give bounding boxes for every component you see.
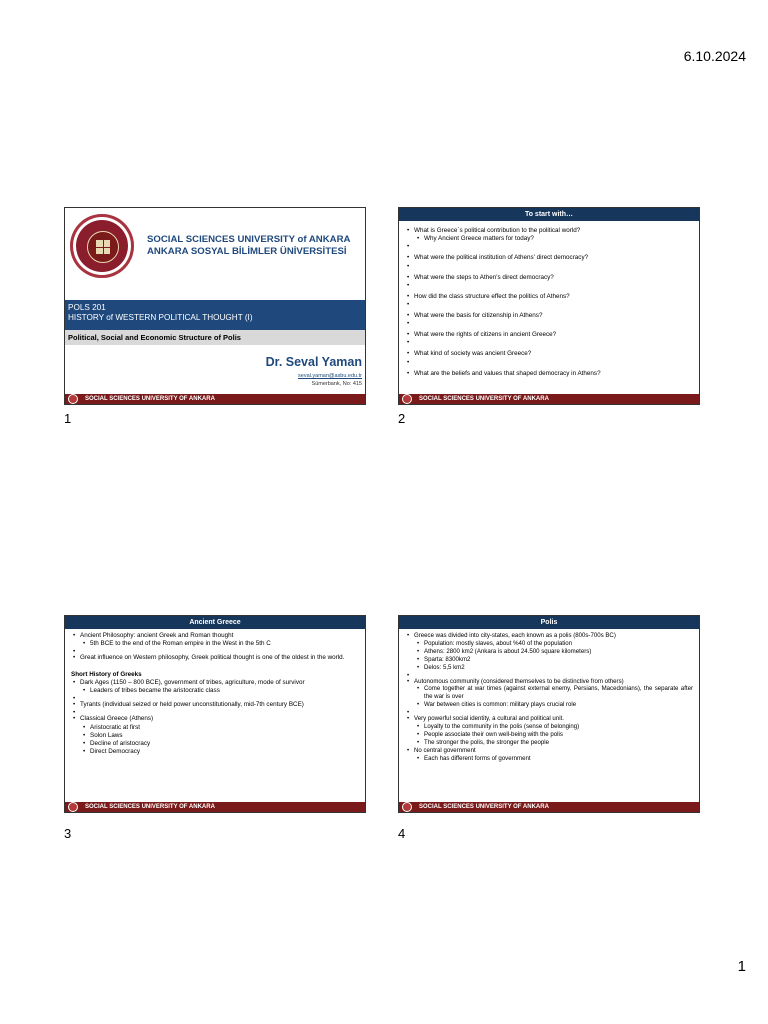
list-item: • What kind of society was ancient Greece? [414, 350, 693, 358]
list-item: • War between cities is common: military plays crucial role [424, 701, 693, 709]
list-item: • Tyrants (individual seized or held power unconstitutionally, mid-7th century BCE) [80, 701, 359, 709]
lecture-subtitle: Political, Social and Economic Structure of Polis [65, 330, 365, 345]
footer-text: SOCIAL SCIENCES UNIVERSITY OF ANKARA [419, 396, 549, 402]
slide-number: 2 [398, 411, 406, 426]
list-item: • What are the beliefs and values that shaped democracy in Athens? [414, 370, 693, 378]
course-code: POLS 201 [68, 303, 106, 312]
slide-header [65, 208, 365, 300]
list-item: • Sparta: 8300km2 [424, 656, 693, 664]
list-item: • 5th BCE to the end of the Roman empire in the West in the 5th C [90, 640, 359, 648]
slide-title: Ancient Greece [65, 616, 365, 629]
list-item: • Autonomous community (considered themselves to be distinctive from others) • Come together at war times (against external enemy, Persians, Macedonians), the separate after the war is over • War between cities is common: military plays crucial role [414, 678, 693, 710]
university-name-tr: ANKARA SOSYAL BİLİMLER ÜNİVERSİTESİ [147, 246, 347, 257]
list-item: • Aristocratic at first [90, 724, 359, 732]
list-item: • Solon Laws [90, 732, 359, 740]
instructor-office: Sümerbank, No: 415 [311, 381, 362, 387]
list-item: • Delos: 5,5 km2 [424, 664, 693, 672]
slide-number: 3 [64, 826, 72, 841]
instructor-email-link[interactable]: seval.yaman@asbu.edu.tr [298, 373, 362, 379]
slide-title: To start with… [399, 208, 699, 221]
slide-2 [398, 207, 700, 405]
list-item: • Very powerful social identity, a cultural and political unit. • Loyalty to the community in the polis (sense of belonging) • People associate their own well-being with the polis • The stronger the polis, the stronger the people [414, 715, 693, 747]
slide-4 [398, 615, 700, 813]
instructor-name: Dr. Seval Yaman [265, 355, 362, 369]
footer-text: SOCIAL SCIENCES UNIVERSITY OF ANKARA [85, 804, 215, 810]
slide-number: 1 [64, 411, 72, 426]
list-item: • Athens: 2800 km2 (Ankara is about 24.500 square kilometers) [424, 648, 693, 656]
list-item: • Come together at war times (against external enemy, Persians, Macedonians), the separate after the war is over [424, 685, 693, 701]
list-item: • Great influence on Western philosophy, Greek political thought is one of the oldest in the world. [80, 654, 359, 662]
page-date: 6.10.2024 [683, 48, 746, 64]
footer-text: SOCIAL SCIENCES UNIVERSITY OF ANKARA [419, 804, 549, 810]
list-item: • What were the rights of citizens in ancient Greece? [414, 331, 693, 339]
slide-footer [65, 802, 365, 812]
section-heading: Short History of Greeks [71, 670, 142, 678]
list-item: • No central government • Each has different forms of government [414, 747, 693, 763]
university-logo-icon [68, 394, 78, 404]
university-logo-icon [402, 802, 412, 812]
list-item: • What were the steps to Athen's direct democracy? [414, 274, 693, 282]
list-item: • Loyalty to the community in the polis (sense of belonging) [424, 723, 693, 731]
page-number: 1 [737, 958, 746, 975]
list-item: • Classical Greece (Athens) • Aristocratic at first • Solon Laws • Decline of aristocracy • Direct Democracy [80, 715, 359, 756]
slide-footer [399, 802, 699, 812]
university-logo-icon [402, 394, 412, 404]
slide-3 [64, 615, 366, 813]
list-item: • Decline of aristocracy [90, 740, 359, 748]
footer-text: SOCIAL SCIENCES UNIVERSITY OF ANKARA [85, 396, 215, 402]
slide-1 [64, 207, 366, 405]
list-item: • What were the basis for citizenship in Athens? [414, 312, 693, 320]
list-item: • Population: mostly slaves, about %40 of the population [424, 640, 693, 648]
list-item: • Dark Ages (1150 – 800 BCE), government of tribes, agriculture, mode of survivor • Leaders of tribes became the aristocratic class [80, 679, 359, 695]
list-item: • The stronger the polis, the stronger the people [424, 739, 693, 747]
list-item: • What is Greece`s political contribution to the political world? • Why Ancient Greece matters for today? [414, 227, 693, 243]
slide-footer [399, 394, 699, 404]
list-item: • Ancient Philosophy: ancient Greek and Roman thought • 5th BCE to the end of the Roman empire in the West in the 5th C [80, 632, 359, 648]
slide-number: 4 [398, 826, 406, 841]
course-title: HISTORY of WESTERN POLITICAL THOUGHT (I) [68, 312, 253, 322]
list-item: • Greece was divided into city-states, each known as a polis (800s-700s BC) • Population: mostly slaves, about %40 of the population • Athens: 2800 km2 (Ankara is about 24.500 square kilometers) • Sparta: 8300km2 • Delos: 5,5 km2 [414, 632, 693, 672]
university-seal-icon [70, 214, 134, 278]
slide-footer [65, 394, 365, 404]
list-item: • How did the class structure effect the politics of Athens? [414, 293, 693, 301]
course-band [65, 300, 365, 330]
list-item: • Why Ancient Greece matters for today? [424, 235, 693, 243]
university-logo-icon [68, 802, 78, 812]
slide-title: Polis [399, 616, 699, 629]
list-item: • Each has different forms of government [424, 755, 693, 763]
list-item: • People associate their own well-being with the polis [424, 731, 693, 739]
list-item: • Direct Democracy [90, 748, 359, 756]
list-item: • Leaders of tribes became the aristocratic class [90, 687, 359, 695]
university-name-en: SOCIAL SCIENCES UNIVERSITY of ANKARA [147, 234, 351, 245]
list-item: • What were the political institution of Athens' direct democracy? [414, 254, 693, 262]
